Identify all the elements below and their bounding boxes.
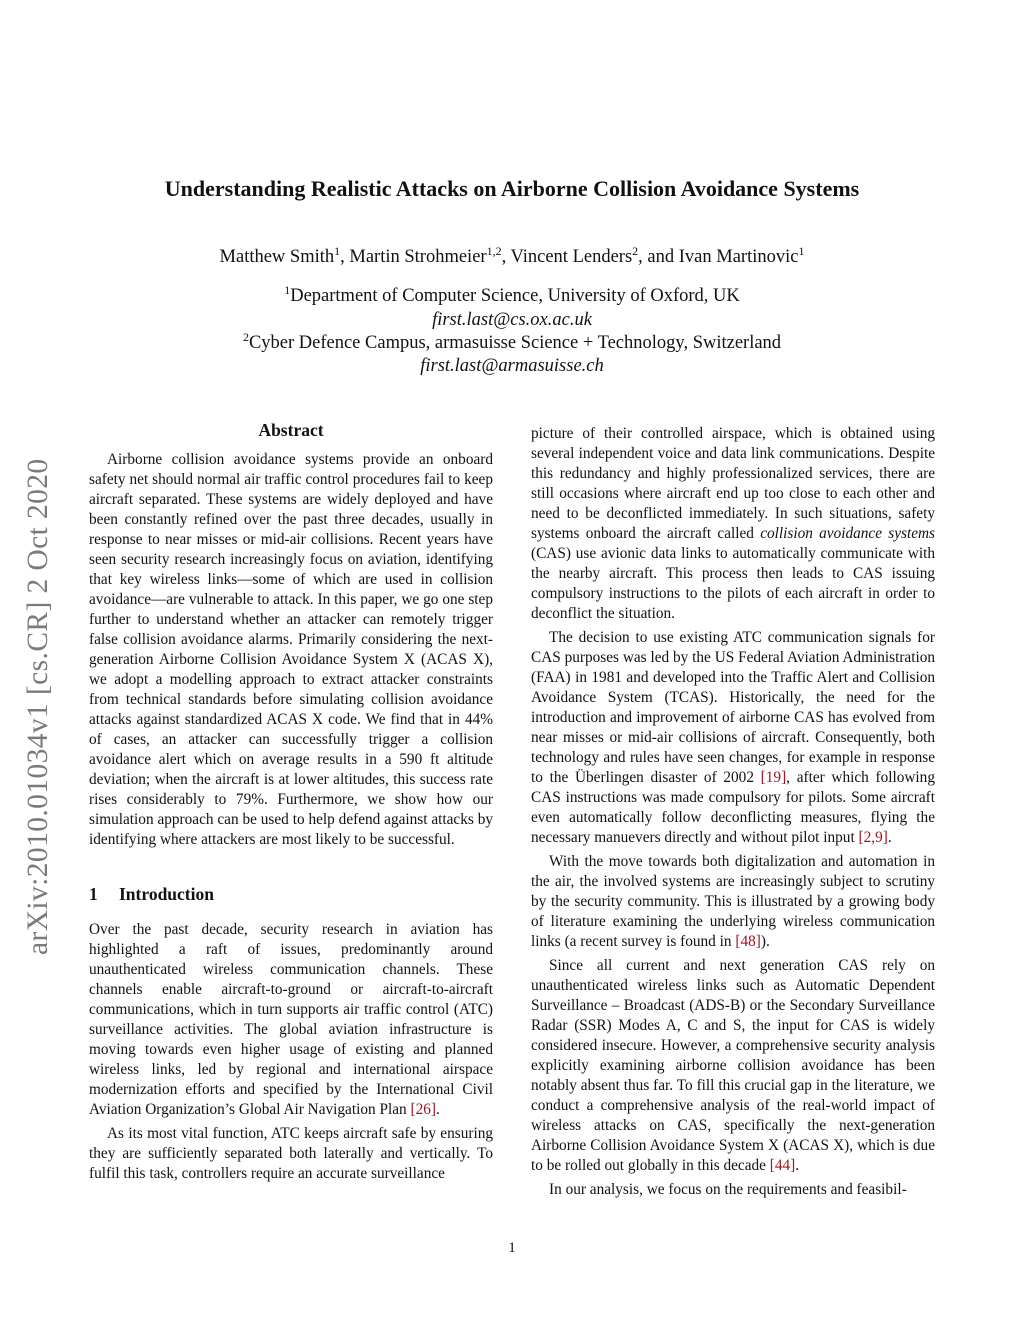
paragraph-text: , after which following CAS instructions was made compulsory for pilots. Some aircraft even automatically follow deconflicting measures, flying the necessary manuevers directly and without pilot input	[531, 769, 935, 846]
paragraph-text: With the move towards both digitalization and automation in the air, the involved systems are increasingly subject to scrutiny by the security community. This is illustrated by a growing body of literature examining the underlying wireless communication links (a recent survey is found in	[531, 853, 935, 950]
right-paragraph-4	[531, 956, 935, 1176]
author-name: Vincent Lenders	[510, 247, 633, 267]
author-name: Ivan Martinovic	[678, 247, 799, 267]
paper-title: Understanding Realistic Attacks on Airborne Collision Avoidance Systems	[164, 176, 860, 201]
right-paragraph-1	[531, 424, 935, 624]
paragraph-text: .	[887, 829, 892, 846]
emphasis-text: collision avoidance systems	[760, 525, 935, 542]
citation-link[interactable]: [48]	[735, 933, 761, 950]
intro-paragraph-1	[89, 920, 493, 1120]
citation-link[interactable]: 9]	[875, 829, 888, 846]
affiliation-1	[0, 283, 1024, 307]
page-number: 1	[508, 1240, 516, 1256]
affiliation-mark: 2	[242, 330, 249, 344]
paragraph-text: .	[435, 1101, 440, 1118]
author-separator: , and	[638, 247, 679, 267]
email-2: first.last@armasuisse.ch	[420, 356, 604, 376]
left-column	[89, 420, 493, 1184]
paragraph-text: Since all current and next generation CAS rely on unauthenticated wireless links such as Automatic Dependent Surveillance – Broadcast (ADS-B) or the Secondary Surveillance Radar (SSR) Modes A, C and S, the input for CAS is widely considered insecure. However, a comprehensive security analysis explicitly examining airborne collision avoidance has been notably absent thus far. To fill this crucial gap in the literature, we conduct a comprehensive analysis of the real-world impact of wireless attacks on CAS, specifically the next-generation Airborne Collision Avoidance System X (ACAS X), which is due to be rolled out globally in this decade	[531, 957, 935, 1174]
paragraph-text: .	[795, 1157, 800, 1174]
affiliation-text: Department of Computer Science, University of Oxford, UK	[290, 286, 740, 306]
section-heading-introduction	[89, 884, 493, 904]
paragraph-text: picture of their controlled airspace, which is obtained using several independent voice and data link communications. Despite this redundancy and highly professionalized services, there are still occasions where aircraft end up too close to each other and need to be deconflicted immediately. In such situations, safety systems onboard the aircraft called	[531, 425, 935, 542]
author-separator: ,	[340, 247, 350, 267]
author-affiliation-mark: 1	[334, 244, 341, 258]
author-separator: ,	[501, 247, 511, 267]
paragraph-text: Over the past decade, security research in aviation has highlighted a raft of issues, predominantly around unauthenticated wireless communication channels. These channels enable aircraft-to-ground or aircraft-to-aircraft communications, which in turn supports air traffic control (ATC) surveillance activities. The global aviation infrastructure is moving towards even higher usage of existing and planned wireless links, led by regional and international airspace modernization efforts and specified by the International Civil Aviation Organization’s Global Air Navigation Plan	[89, 921, 493, 1118]
email-1: first.last@cs.ox.ac.uk	[432, 310, 592, 330]
author-affiliation-mark: 1,2	[486, 244, 502, 258]
paragraph-text: ).	[760, 933, 770, 950]
intro-paragraph-2: As its most vital function, ATC keeps aircraft safe by ensuring they are sufficiently separated both laterally and vertically. To fulfil this task, controllers require an accurate surveillance	[89, 1125, 493, 1182]
paragraph-text: The decision to use existing ATC communication signals for CAS purposes was led by the US Federal Aviation Administration (FAA) in 1981 and developed into the Traffic Alert and Collision Avoidance System (TCAS). Historically, the need for the introduction and improvement of airborne CAS has evolved from near misses or mid-air collisions of aircraft. Consequently, both technology and rules have seen changes, for example in response to the Überlingen disaster of 2002	[531, 629, 935, 786]
affiliation-2	[0, 330, 1024, 354]
arxiv-identifier-text: arXiv:2010.01034v1 [cs.CR] 2 Oct 2020	[22, 458, 54, 955]
author-affiliation-mark: 1	[798, 244, 805, 258]
citation-link[interactable]: [44]	[769, 1157, 796, 1174]
right-paragraph-5: In our analysis, we focus on the requirements and feasibil-	[549, 1181, 907, 1198]
paragraph-text: (CAS) use avionic data links to automatically communicate with the nearby aircraft. This process then leads to CAS issuing compulsory instructions to the pilots of each aircraft in order to deconflict the situation.	[531, 545, 935, 622]
affiliation-text: Cyber Defence Campus, armasuisse Science + Technology, Switzerland	[248, 333, 782, 353]
abstract-heading: Abstract	[258, 420, 324, 440]
right-paragraph-3	[531, 852, 935, 952]
section-number: 1	[89, 884, 98, 904]
affiliation-mark: 1	[284, 283, 291, 297]
author-list	[0, 244, 1024, 268]
right-column	[531, 424, 935, 1200]
abstract-text: Airborne collision avoidance systems provide an onboard safety net should normal air traffic control procedures fail to keep aircraft separated. These systems are widely deployed and have been constantly refined over the past three decades, usually in response to near misses or mid-air collisions. Recent years have seen security research increasingly focus on aviation, identifying that key wireless links—some of which are used in collision avoidance—are vulnerable to attack. In this paper, we go one step further to understand whether an attacker can remotely trigger false collision avoidance alarms. Primarily considering the next-generation Airborne Collision Avoidance System X (ACAS X), we adopt a modelling approach to extract attacker constraints from technical standards before simulating collision avoidance attacks against standardized ACAS X code. We find that in 44% of cases, an attacker can successfully trigger a collision avoidance alert which on average results in a 590 ft altitude deviation; when the aircraft is at lower altitudes, this success rate rises considerably to 79%. Furthermore, we show how our simulation approach can be used to help defend against attacks by identifying where attackers are most likely to be successful.	[89, 451, 493, 848]
author-name: Martin Strohmeier	[349, 247, 487, 267]
author-name: Matthew Smith	[219, 247, 335, 267]
citation-link[interactable]: [2,	[858, 829, 876, 846]
citation-link[interactable]: [19]	[760, 769, 787, 786]
right-paragraph-2	[531, 628, 935, 848]
section-title: Introduction	[119, 884, 214, 904]
author-affiliation-mark: 2	[632, 244, 639, 258]
citation-link[interactable]: [26]	[410, 1101, 436, 1118]
arxiv-identifier	[18, 365, 68, 960]
